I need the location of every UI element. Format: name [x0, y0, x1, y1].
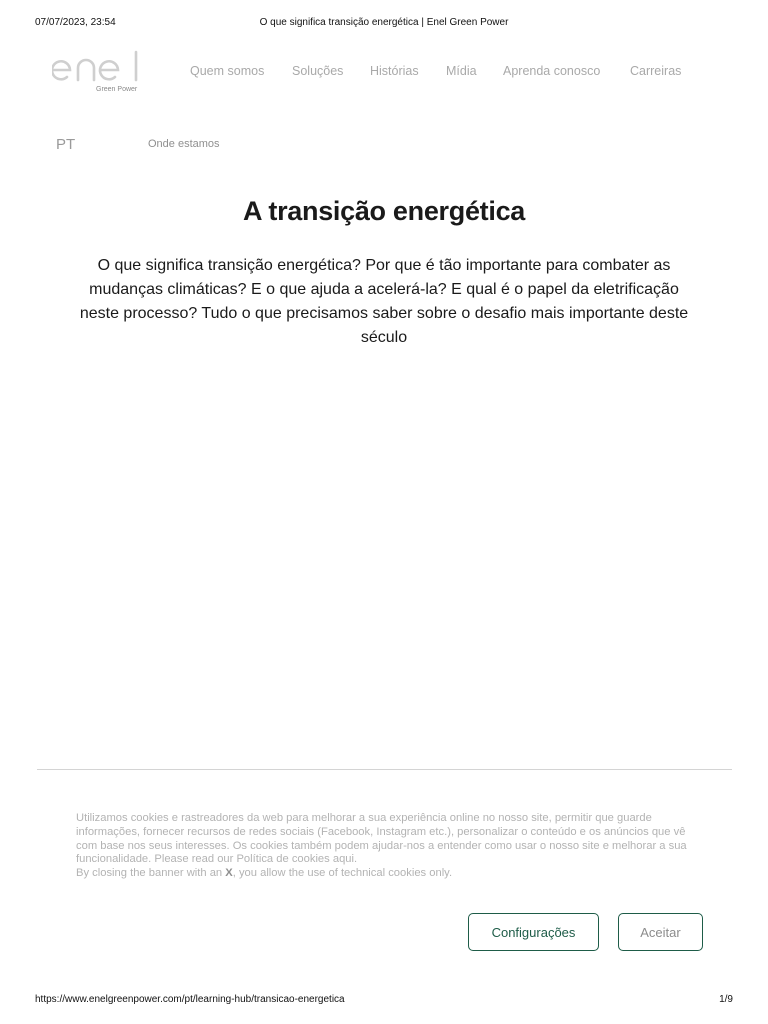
nav-item-midia[interactable]: Mídia: [446, 64, 477, 78]
nav-item-aprenda-conosco[interactable]: Aprenda conosco: [503, 64, 601, 78]
nav-item-solucoes[interactable]: Soluções: [292, 64, 344, 78]
nav-item-historias[interactable]: Histórias: [370, 64, 419, 78]
print-footer: [0, 994, 768, 1008]
print-page-title: O que significa transição energética | Enel Green Power: [259, 17, 509, 28]
cookie-banner-text: [76, 812, 702, 881]
logo-subtitle: Green Power: [96, 86, 138, 93]
nav-item-carreiras[interactable]: Carreiras: [630, 64, 682, 78]
cookie-accept-button[interactable]: Aceitar: [618, 913, 703, 951]
nav-item-quem-somos[interactable]: Quem somos: [190, 64, 265, 78]
main-nav: [0, 64, 768, 82]
cookie-close-notice: [76, 867, 702, 881]
print-datetime: 07/07/2023, 23:54: [35, 17, 116, 28]
where-we-are-link[interactable]: Onde estamos: [148, 138, 220, 150]
cookie-banner-divider: [37, 769, 732, 770]
language-selector[interactable]: PT: [56, 136, 76, 153]
page-title: A transição energética: [242, 196, 525, 226]
cookie-settings-button[interactable]: Configurações: [468, 913, 599, 951]
cookie-close-suffix: , you allow the use of technical cookies only.: [232, 867, 453, 880]
cookie-close-prefix: By closing the banner with an: [76, 867, 226, 880]
print-header: [0, 17, 768, 31]
cookie-notice-text: Utilizamos cookies e rastreadores da web para melhorar a sua experiência online no nosso site, permitir que guarde informações, fornecer recursos de redes sociais (Facebook, Instagram etc.), personalizar o conteúdo e os anúncios que vê com base nos seus interesses. Os cookies também podem ajudar-nos a entender como usar o nosso site e melhorar a sua funcionalidade. Please read our Política de cookies aqui.: [76, 812, 687, 866]
page-lead-paragraph: O que significa transição energética? Por que é tão importante para combater as mudanças climáticas? E o que ajuda a acelerá-la? E qual é o papel da eletrificação neste processo? Tudo o que precisamos saber sobre o desafio mais importante deste século: [79, 257, 689, 346]
print-page-number: 1/9: [719, 994, 733, 1005]
cookie-close-x: X: [225, 867, 233, 880]
print-url: https://www.enelgreenpower.com/pt/learning-hub/transicao-energetica: [35, 994, 345, 1005]
